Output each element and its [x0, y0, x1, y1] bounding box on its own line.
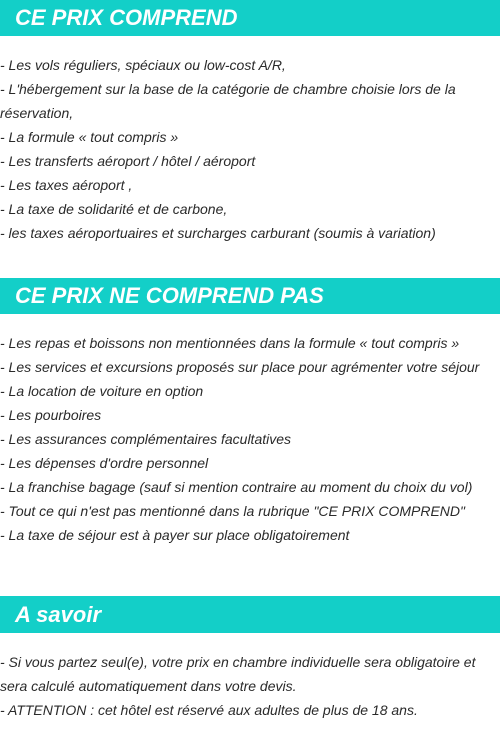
section-ce-prix-comprend: [0, 0, 500, 278]
list-item: - Les dépenses d'ordre personnel: [0, 455, 209, 471]
list-item: - Tout ce qui n'est pas mentionné dans la rubrique "CE PRIX COMPREND": [0, 503, 465, 519]
info-list: [0, 633, 500, 722]
list-item: - Les transferts aéroport / hôtel / aéroport: [0, 153, 256, 169]
list-item: - les taxes aéroportuaires et surcharges carburant (soumis à variation): [0, 225, 436, 241]
list-item: - Les vols réguliers, spéciaux ou low-cost A/R,: [0, 57, 286, 73]
section-title-ne-comprend: CE PRIX NE COMPREND PAS: [0, 278, 500, 314]
list-item: - Si vous partez seul(e), votre prix en chambre individuelle sera obligatoire et sera calculé automatiquement dans votre devis.: [0, 654, 476, 694]
section-title-comprend: CE PRIX COMPREND: [0, 0, 500, 36]
list-item: - Les assurances complémentaires facultatives: [0, 431, 292, 447]
list-item: - La formule « tout compris »: [0, 129, 179, 145]
list-item: - La taxe de séjour est à payer sur place obligatoirement: [0, 527, 350, 543]
list-item: - Les services et excursions proposés sur place pour agrémenter votre séjour: [0, 359, 480, 375]
section-a-savoir: [0, 596, 500, 722]
list-item: - Les taxes aéroport ,: [0, 177, 133, 193]
list-item: - Les repas et boissons non mentionnées dans la formule « tout compris »: [0, 335, 460, 351]
list-item: - Les pourboires: [0, 407, 102, 423]
included-list: [0, 36, 500, 278]
list-item: - La franchise bagage (sauf si mention contraire au moment du choix du vol): [0, 479, 473, 495]
excluded-list: [0, 314, 500, 596]
list-item: - ATTENTION : cet hôtel est réservé aux adultes de plus de 18 ans.: [0, 702, 418, 718]
section-title-savoir: A savoir: [0, 596, 500, 633]
list-item: - La location de voiture en option: [0, 383, 204, 399]
list-item: - La taxe de solidarité et de carbone,: [0, 201, 228, 217]
section-ce-prix-ne-comprend-pas: [0, 278, 500, 596]
list-item: - L'hébergement sur la base de la catégorie de chambre choisie lors de la réservation,: [0, 81, 456, 121]
